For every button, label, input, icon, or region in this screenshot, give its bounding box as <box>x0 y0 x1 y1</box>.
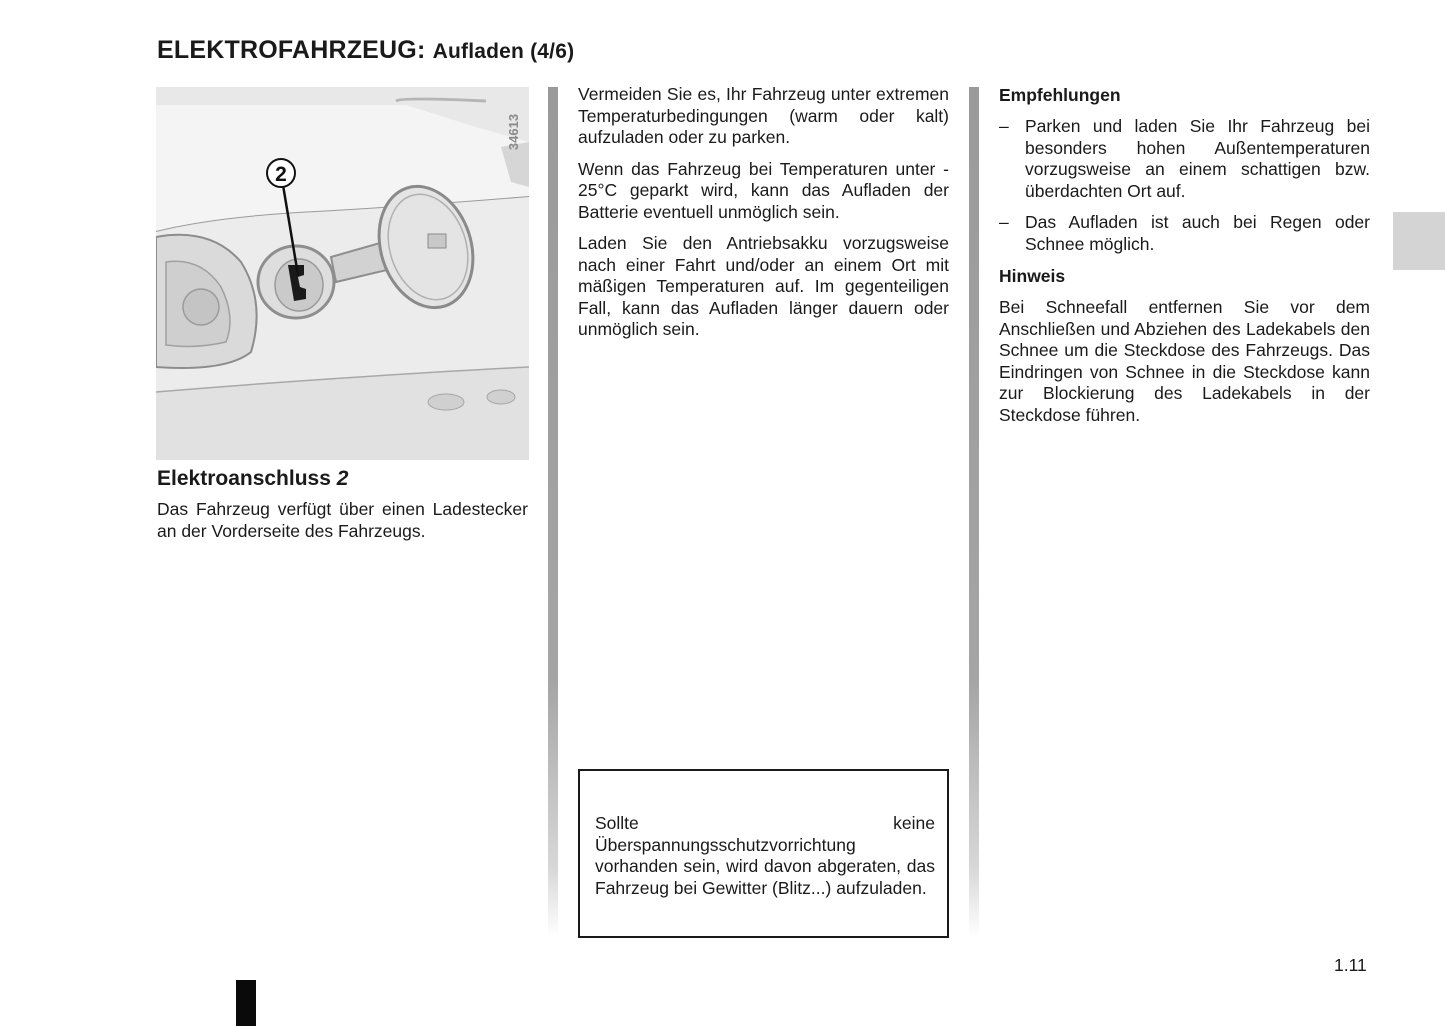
section-heading <box>157 466 528 492</box>
recommendations-column <box>999 84 1370 426</box>
column-divider-right <box>969 87 979 937</box>
hint-body: Bei Schneefall entfernen Sie vor dem Anschließen und Abziehen des Ladekabels den Schnee um die Steckdose des Fahrzeugs. Das Eindringen von Schnee in die Steckdose kann zur Blockierung des Ladekabels in der Steckdose führen. <box>999 297 1370 425</box>
page-number: 1.11 <box>1334 955 1367 975</box>
paragraph: Vermeiden Sie es, Ihr Fahrzeug unter extremen Temperaturbedingungen (warm oder kalt) aufzuladen oder zu parken. <box>578 84 949 147</box>
section-heading-text: Elektroanschluss <box>157 467 331 490</box>
recommendations-heading: Empfehlungen <box>999 85 1121 105</box>
hint-heading: Hinweis <box>999 266 1066 286</box>
section-electric-connection <box>157 466 528 542</box>
surge-protection-notice <box>578 769 949 938</box>
paragraph: Laden Sie den Antriebsakku vorzugsweise nach einer Fahrt und/oder an einem Ort mit mäßigen Temperaturen auf. Im gegenteiligen Fall, kann das Aufladen länger dauern oder unmöglich sein. <box>578 233 949 339</box>
page-title-main: ELEKTROFAHRZEUG: <box>157 36 426 64</box>
paragraph: Wenn das Fahrzeug bei Temperaturen unter - 25°C geparkt wird, kann das Aufladen der Batterie eventuell unmöglich sein. <box>578 158 949 222</box>
list-item-text: Parken und laden Sie Ihr Fahrzeug bei besonders hohen Außentemperaturen vorzugsweise an einem schattigen bzw. überdachten Ort auf. <box>1025 116 1370 201</box>
bullet-dash: – <box>999 212 1009 232</box>
list-item-text: Das Aufladen ist auch bei Regen oder Schnee möglich. <box>1025 212 1370 254</box>
list-item <box>999 212 1370 255</box>
callout-number: 2 <box>275 163 287 186</box>
column-divider-left <box>548 87 558 937</box>
page-title-sub: Aufladen (4/6) <box>432 40 575 63</box>
bullet-dash: – <box>999 116 1009 136</box>
page-title <box>157 36 574 65</box>
image-code: 34613 <box>506 113 521 151</box>
vehicle-front-drawing <box>156 87 529 460</box>
temperature-advice-column <box>578 84 949 351</box>
print-crop-mark <box>236 980 256 1026</box>
chapter-tab-marker <box>1393 212 1445 270</box>
section-heading-number: 2 <box>336 467 349 490</box>
section-body: Das Fahrzeug verfügt über einen Ladestecker an der Vorderseite des Fahrzeugs. <box>157 499 528 541</box>
notice-text: Sollte keine Überspannungsschutzvorrichtung vorhanden sein, wird davon abgeraten, das Fahrzeug bei Gewitter (Blitz...) aufzuladen. <box>595 813 935 898</box>
recommendations-list <box>999 116 1370 255</box>
list-item <box>999 116 1370 202</box>
charging-port-illustration <box>156 87 529 460</box>
